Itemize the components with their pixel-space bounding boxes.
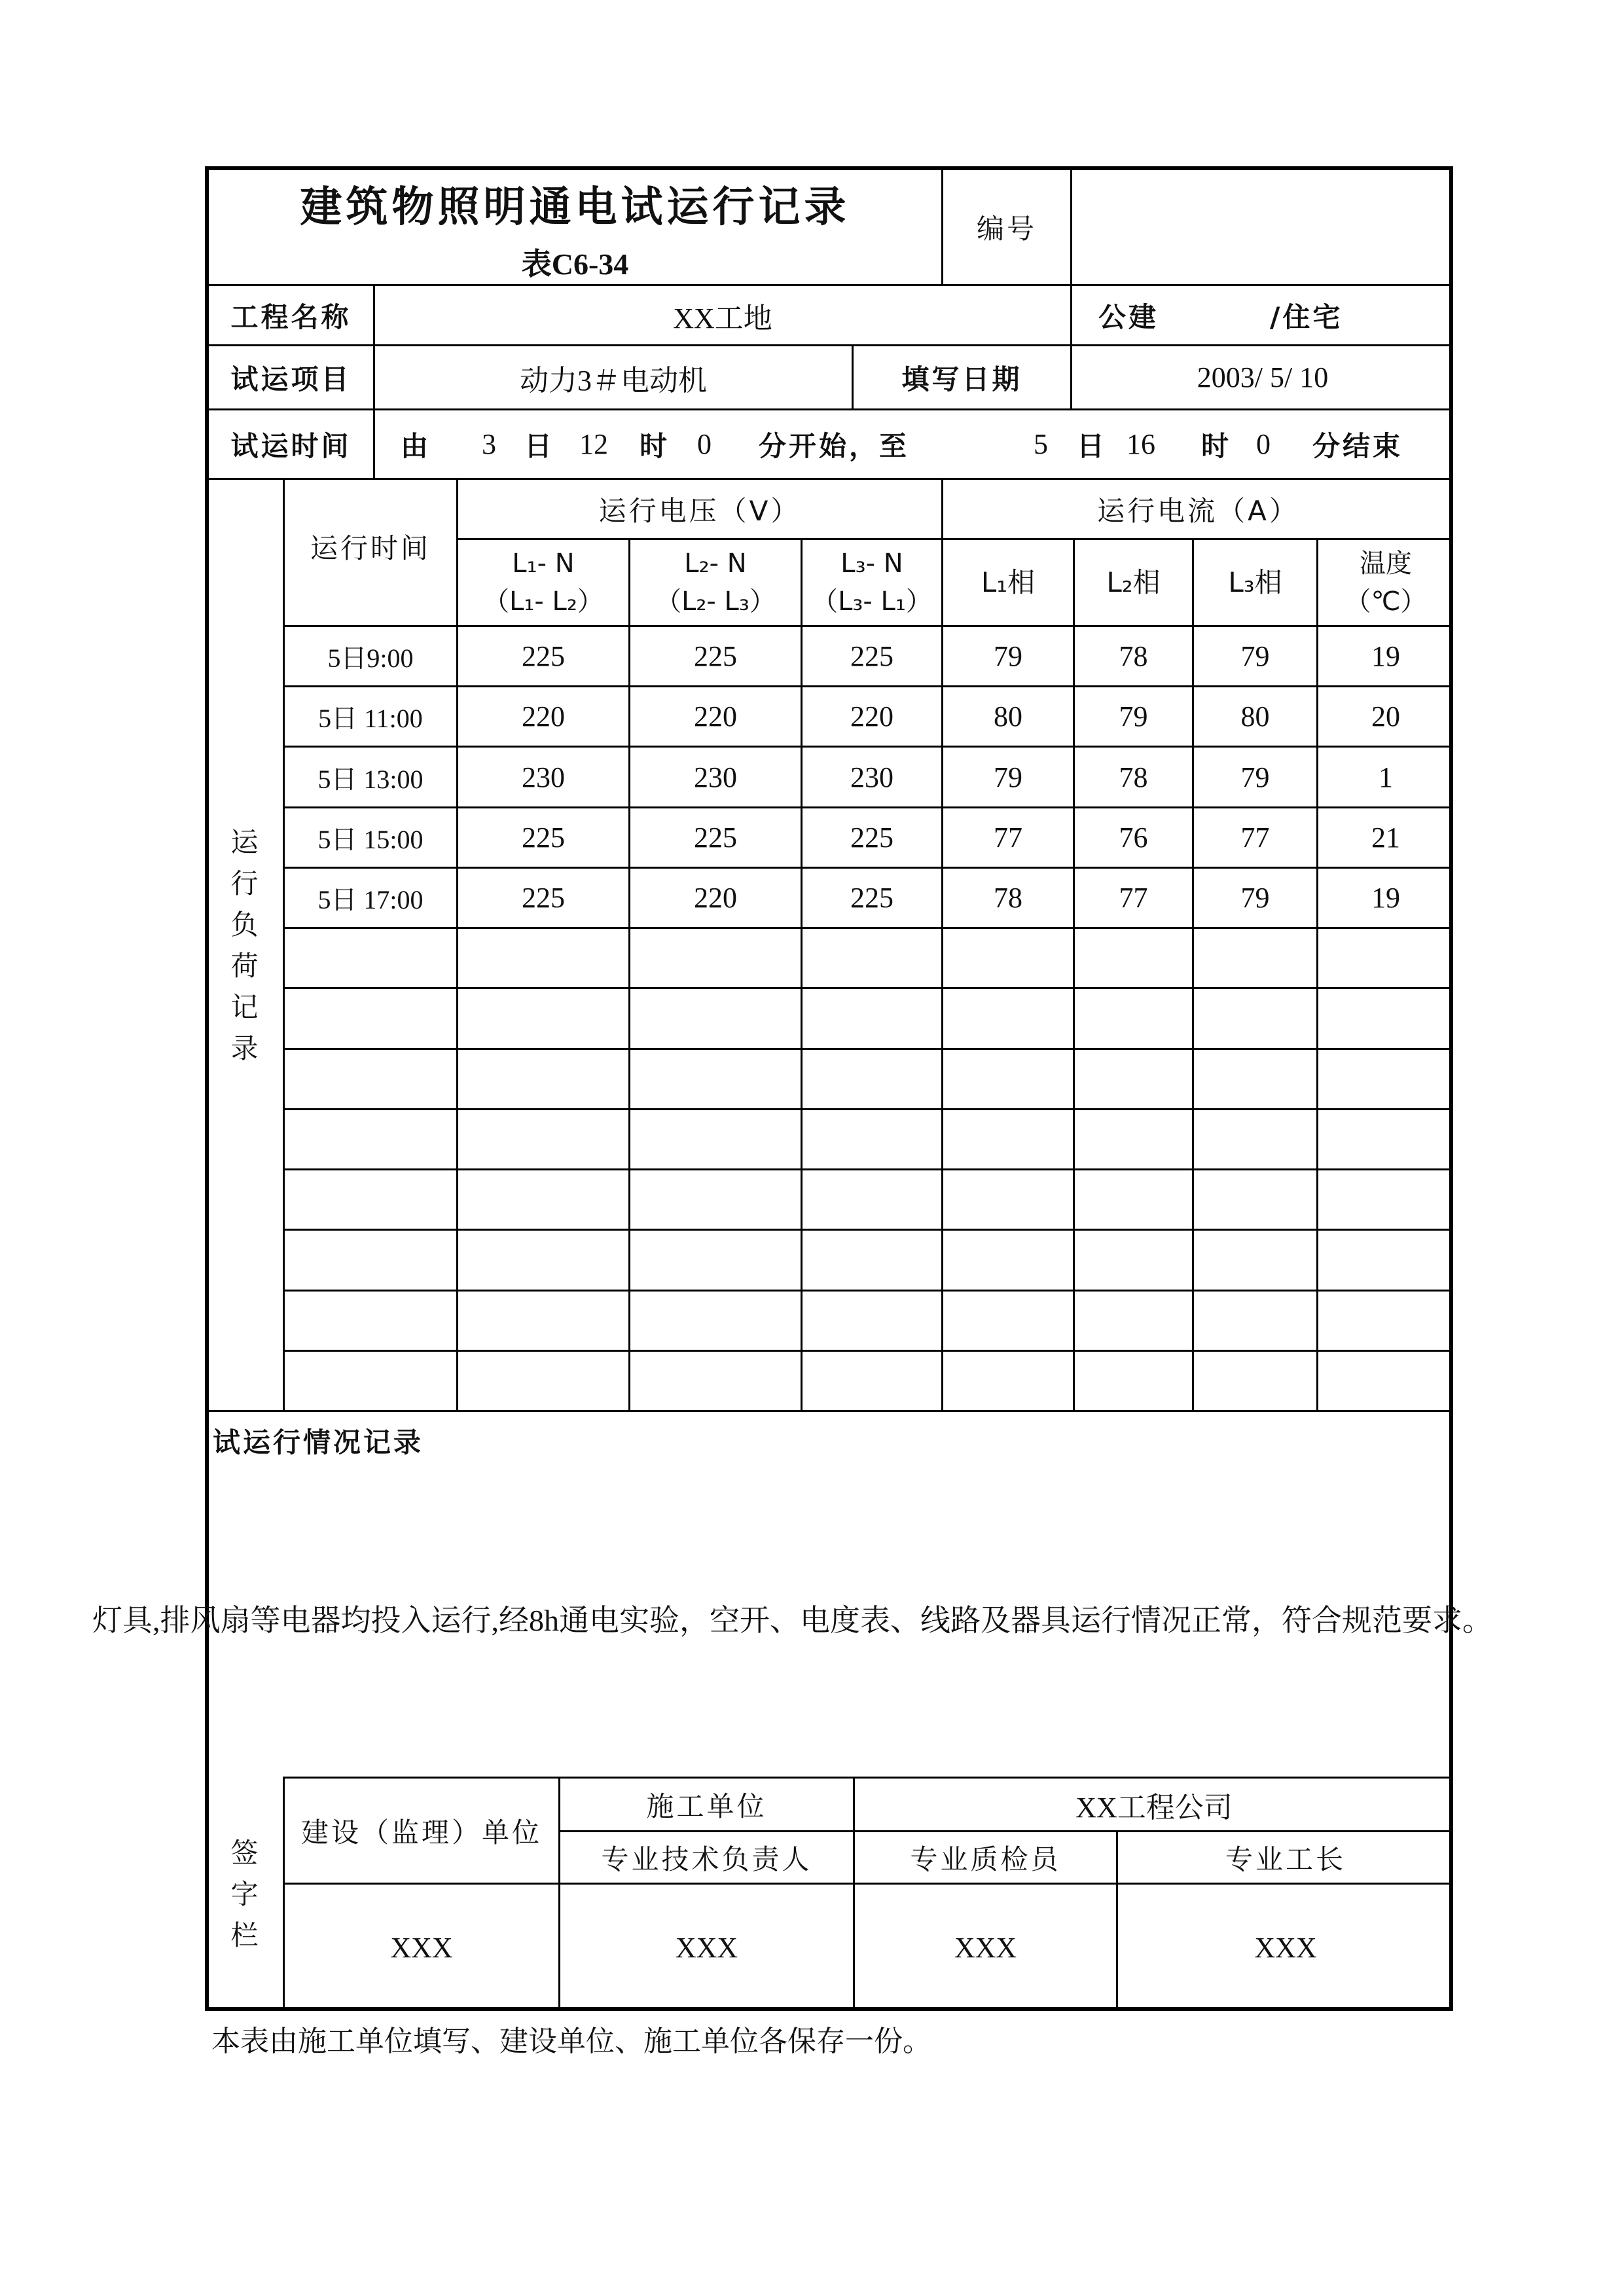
col-label-top: L₁- N: [512, 549, 575, 579]
table-cell[interactable]: 21: [1316, 806, 1453, 867]
table-cell[interactable]: [1316, 1229, 1453, 1289]
col-label-bottom: （℃）: [1344, 587, 1427, 617]
table-cell[interactable]: [628, 1108, 801, 1168]
table-cell[interactable]: 220: [628, 685, 801, 746]
table-cell[interactable]: 225: [628, 625, 801, 685]
table-cell[interactable]: [941, 1048, 1073, 1108]
table-cell[interactable]: 80: [941, 685, 1073, 746]
run-time-end-hour[interactable]: 16: [1127, 428, 1155, 460]
table-cell[interactable]: [1192, 1108, 1316, 1168]
number-field[interactable]: [1070, 170, 1453, 284]
table-cell[interactable]: [941, 1350, 1073, 1410]
table-cell[interactable]: 77: [1192, 806, 1316, 867]
cell-run-time[interactable]: 5日9:00: [283, 625, 456, 685]
form-code: 表C6-34: [521, 247, 629, 281]
project-name-label: 工程名称: [209, 284, 373, 344]
table-cell[interactable]: [628, 1048, 801, 1108]
run-time-day-label-2: 日: [1077, 429, 1108, 462]
table-cell[interactable]: 20: [1316, 685, 1453, 746]
table-cell[interactable]: 225: [801, 867, 941, 927]
load-record-side-label: [209, 478, 283, 1410]
table-cell[interactable]: [801, 1290, 941, 1350]
table-cell[interactable]: 79: [941, 746, 1073, 806]
situation-section: [92, 1410, 1492, 1779]
table-cell[interactable]: 78: [1073, 625, 1192, 685]
table-cell[interactable]: [628, 1168, 801, 1229]
run-time-day-label-1: 日: [524, 429, 555, 462]
table-cell[interactable]: 80: [1192, 685, 1316, 746]
run-time-start-day[interactable]: 3: [482, 428, 496, 460]
table-cell[interactable]: 225: [801, 625, 941, 685]
table-cell[interactable]: [1316, 987, 1453, 1047]
table-cell[interactable]: [941, 987, 1073, 1047]
run-time-hour-label-2: 时: [1201, 429, 1232, 462]
col-label-bottom: （L₁- L₂）: [483, 587, 604, 617]
side-char: 记: [230, 990, 261, 1023]
run-time-from: 由: [401, 429, 431, 462]
cell-run-time[interactable]: [283, 1350, 456, 1410]
contractor-label: 施工单位: [558, 1777, 853, 1830]
table-cell[interactable]: 78: [941, 867, 1073, 927]
table-cell[interactable]: [1192, 927, 1316, 987]
col-voltage-l2: [628, 538, 801, 625]
table-cell[interactable]: 77: [1073, 867, 1192, 927]
cell-run-time[interactable]: [283, 1048, 456, 1108]
table-cell[interactable]: [1316, 1048, 1453, 1108]
run-time-start-hour[interactable]: 12: [579, 428, 608, 460]
table-cell[interactable]: [628, 1350, 801, 1410]
run-time-start-min[interactable]: 0: [697, 428, 712, 460]
table-cell[interactable]: 79: [1192, 746, 1316, 806]
col-current-l2: L₂相: [1073, 538, 1192, 625]
cell-run-time[interactable]: [283, 1229, 456, 1289]
current-header: 运行电流（A）: [941, 478, 1453, 538]
cell-run-time[interactable]: 5日 11:00: [283, 685, 456, 746]
table-cell[interactable]: [1192, 987, 1316, 1047]
form-header: [209, 170, 941, 284]
side-char: 负: [230, 908, 261, 941]
table-cell[interactable]: [1073, 1048, 1192, 1108]
side-char: 荷: [230, 949, 261, 982]
fill-date-value[interactable]: 2003/ 5/ 10: [1070, 344, 1453, 408]
owner-signature[interactable]: XXX: [283, 1883, 558, 2011]
table-cell[interactable]: [456, 1168, 628, 1229]
col-current-l3: L₃相: [1192, 538, 1316, 625]
table-cell[interactable]: [1073, 927, 1192, 987]
table-cell[interactable]: [1073, 1108, 1192, 1168]
table-cell[interactable]: [1192, 1048, 1316, 1108]
table-cell[interactable]: [1316, 1350, 1453, 1410]
table-cell[interactable]: [1073, 1168, 1192, 1229]
table-cell[interactable]: [1316, 1168, 1453, 1229]
col-voltage-l3: [801, 538, 941, 625]
tech-lead-label: 专业技术负责人: [558, 1830, 853, 1883]
table-cell[interactable]: [456, 1048, 628, 1108]
table-cell[interactable]: [801, 987, 941, 1047]
owner-unit-label: 建设（监理）单位: [283, 1777, 558, 1883]
side-char: 签: [230, 1836, 261, 1869]
table-cell[interactable]: 19: [1316, 867, 1453, 927]
table-cell[interactable]: 79: [1192, 867, 1316, 927]
table-cell[interactable]: [1073, 987, 1192, 1047]
table-cell[interactable]: [1073, 1290, 1192, 1350]
table-cell[interactable]: [941, 1168, 1073, 1229]
table-cell[interactable]: [941, 1108, 1073, 1168]
table-cell[interactable]: [628, 987, 801, 1047]
col-current-l1: L₁相: [941, 538, 1073, 625]
side-char: 运: [230, 825, 261, 858]
cell-run-time[interactable]: 5日 15:00: [283, 806, 456, 867]
side-char: 栏: [230, 1919, 261, 1951]
table-cell[interactable]: [801, 1108, 941, 1168]
table-cell[interactable]: 230: [456, 746, 628, 806]
qc-inspector-signature[interactable]: XXX: [853, 1883, 1116, 2011]
table-cell[interactable]: [801, 1350, 941, 1410]
table-cell[interactable]: [941, 927, 1073, 987]
voltage-header: 运行电压（V）: [456, 478, 941, 538]
cell-run-time[interactable]: [283, 1108, 456, 1168]
table-cell[interactable]: 230: [628, 746, 801, 806]
qc-inspector-label: 专业质检员: [853, 1830, 1116, 1883]
situation-text-clip: [92, 1597, 1492, 1642]
table-cell[interactable]: 19: [1316, 625, 1453, 685]
project-name-value[interactable]: XX工地: [373, 284, 1070, 344]
table-cell[interactable]: [1192, 1168, 1316, 1229]
table-cell[interactable]: [801, 1048, 941, 1108]
table-cell[interactable]: [1192, 1229, 1316, 1289]
col-voltage-l1: [456, 538, 628, 625]
run-time-end-min[interactable]: 0: [1256, 428, 1271, 460]
foreman-signature[interactable]: XXX: [1116, 1883, 1453, 2011]
run-time-begin: 分开始，至: [759, 429, 910, 462]
col-label-top: 温度: [1360, 549, 1412, 579]
table-cell[interactable]: [1316, 1290, 1453, 1350]
table-cell[interactable]: 225: [456, 867, 628, 927]
run-time-end-day[interactable]: 5: [1034, 428, 1048, 460]
table-cell[interactable]: [1192, 1350, 1316, 1410]
form-title: 建筑物照明通电试运行记录: [300, 183, 850, 232]
footer-note: 本表由施工单位填写、建设单位、施工单位各保存一份。: [211, 2025, 931, 2057]
table-cell[interactable]: [628, 1290, 801, 1350]
run-time-range: [373, 408, 1453, 478]
tech-lead-signature[interactable]: XXX: [558, 1883, 853, 2011]
trial-run-record-form: [92, 166, 1492, 2011]
table-cell[interactable]: [1192, 1290, 1316, 1350]
table-cell[interactable]: [456, 987, 628, 1047]
table-cell[interactable]: 79: [1073, 685, 1192, 746]
number-label: 编号: [941, 170, 1070, 284]
table-cell[interactable]: [456, 1108, 628, 1168]
trial-item-label: 试运项目: [209, 344, 373, 408]
col-label-top: L₃- N: [840, 549, 903, 579]
table-cell[interactable]: [1316, 927, 1453, 987]
table-cell[interactable]: [456, 927, 628, 987]
run-time-label: 试运时间: [209, 408, 373, 478]
table-cell[interactable]: [1073, 1229, 1192, 1289]
table-cell[interactable]: [456, 1229, 628, 1289]
table-cell[interactable]: 220: [628, 867, 801, 927]
table-cell[interactable]: [1073, 1350, 1192, 1410]
table-cell[interactable]: 79: [1192, 625, 1316, 685]
table-cell[interactable]: 76: [1073, 806, 1192, 867]
run-time-hour-label-1: 时: [640, 429, 670, 462]
cell-run-time[interactable]: [283, 1168, 456, 1229]
signature-side-label: [209, 1777, 283, 2011]
fill-date-label: 填写日期: [852, 344, 1070, 408]
table-cell[interactable]: [801, 1229, 941, 1289]
col-label-bottom: （L₂- L₃）: [655, 587, 776, 617]
col-label-bottom: （L₃- L₁）: [812, 587, 932, 617]
table-cell[interactable]: [1316, 1108, 1453, 1168]
cell-run-time[interactable]: [283, 987, 456, 1047]
project-type-right: /住宅: [1270, 300, 1343, 333]
cell-run-time[interactable]: 5日 17:00: [283, 867, 456, 927]
project-type-left: 公建: [1098, 300, 1159, 333]
table-cell[interactable]: 230: [801, 746, 941, 806]
side-char: 行: [230, 867, 261, 899]
table-cell[interactable]: [801, 927, 941, 987]
table-cell[interactable]: 225: [628, 806, 801, 867]
side-char: 字: [230, 1877, 261, 1910]
table-cell[interactable]: [801, 1168, 941, 1229]
table-cell[interactable]: 77: [941, 806, 1073, 867]
side-char: 录: [230, 1032, 261, 1064]
contractor-value[interactable]: XX工程公司: [853, 1777, 1453, 1830]
run-time-finish: 分结束: [1312, 429, 1403, 462]
table-cell[interactable]: [456, 1290, 628, 1350]
table-cell[interactable]: [941, 1290, 1073, 1350]
foreman-label: 专业工长: [1116, 1830, 1453, 1883]
table-cell[interactable]: 225: [456, 806, 628, 867]
col-label-top: L₂- N: [684, 549, 747, 579]
table-cell[interactable]: 79: [941, 625, 1073, 685]
col-temperature: [1316, 538, 1453, 625]
project-type[interactable]: [1070, 284, 1453, 344]
table-cell[interactable]: [628, 927, 801, 987]
col-run-time: 运行时间: [283, 478, 456, 625]
cell-run-time[interactable]: 5日 13:00: [283, 746, 456, 806]
cell-run-time[interactable]: [283, 1290, 456, 1350]
table-cell[interactable]: [941, 1229, 1073, 1289]
table-cell[interactable]: [456, 1350, 628, 1410]
table-cell[interactable]: 220: [456, 685, 628, 746]
situation-text[interactable]: 灯具,排风扇等电器均投入运行,经8h通电实验，空开、电度表、线路及器具运行情况正常，符合规范要求。: [92, 1604, 1492, 1637]
table-cell[interactable]: 225: [801, 806, 941, 867]
cell-run-time[interactable]: [283, 927, 456, 987]
situation-label: 试运行情况记录: [213, 1426, 424, 1458]
table-cell[interactable]: 220: [801, 685, 941, 746]
table-cell[interactable]: 1: [1316, 746, 1453, 806]
table-cell[interactable]: [628, 1229, 801, 1289]
trial-item-value[interactable]: 动力3＃电动机: [373, 344, 852, 408]
table-cell[interactable]: 225: [456, 625, 628, 685]
table-cell[interactable]: 78: [1073, 746, 1192, 806]
